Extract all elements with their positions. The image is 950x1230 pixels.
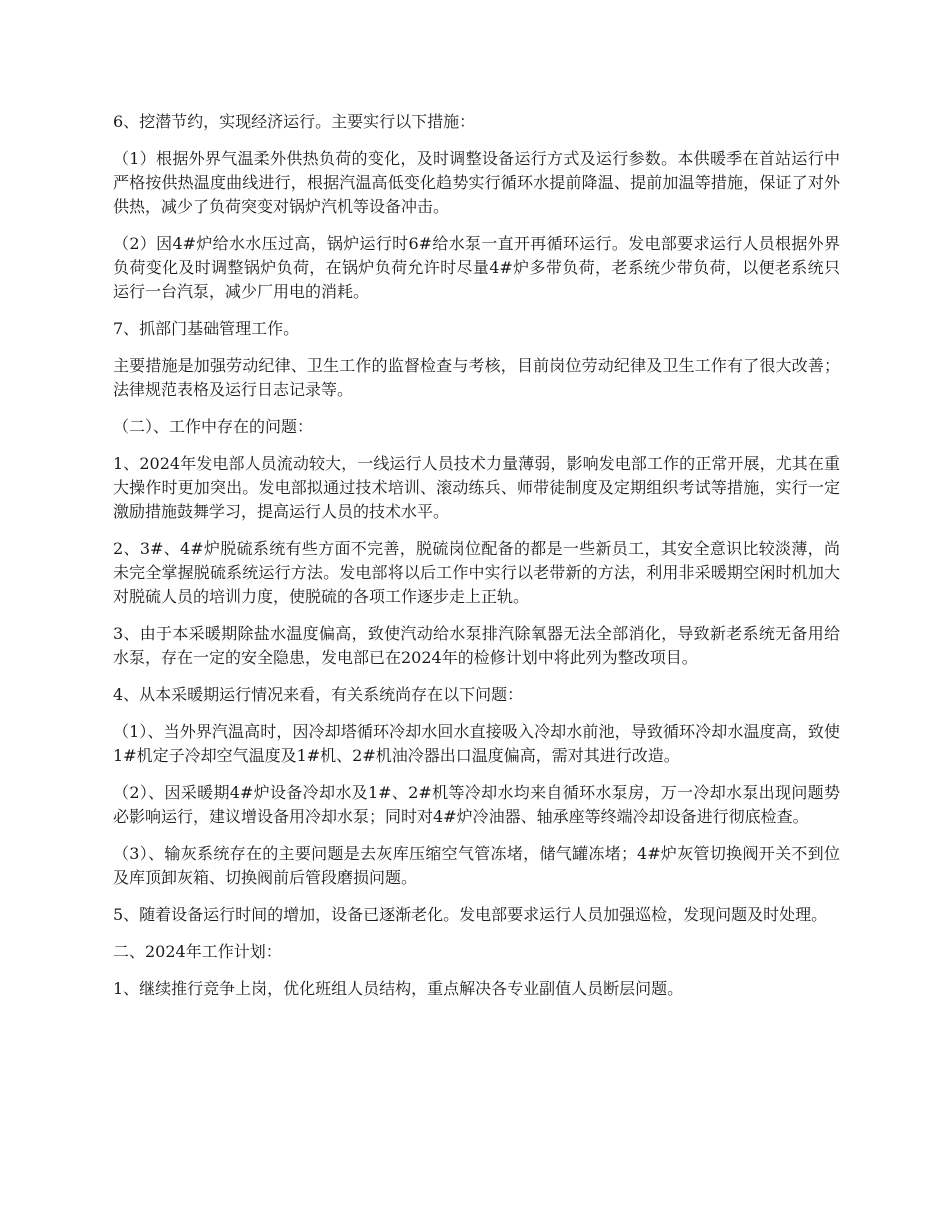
management-measures-paragraph: 主要措施是加强劳动纪律、卫生工作的监督检查与考核，目前岗位劳动纪律及卫生工作有了很大改善；法律规范表格及运行日志记录等。	[113, 356, 840, 399]
section-heading-problems: （二）、工作中存在的问题：	[113, 417, 314, 436]
problem-paragraph-5: 5、随着设备运行时间的增加，设备已逐渐老化。发电部要求运行人员加强巡检，发现问题及时处理。	[113, 905, 828, 924]
measure-paragraph-1: （1）根据外界气温柔外供热负荷的变化，及时调整设备运行方式及运行参数。本供暖季在首站运行中严格按供热温度曲线进行，根据汽温高低变化趋势实行循环水提前降温、提前加温等措施，保证了对外供热，减少了负荷突变对锅炉汽机等设备冲击。	[113, 149, 840, 216]
measure-paragraph-2: （2）因4#炉给水水压过高，锅炉运行时6#给水泵一直开再循环运行。发电部要求运行人员根据外界负荷变化及时调整锅炉负荷，在锅炉负荷允许时尽量4#炉多带负荷，老系统少带负荷，以便老系统只运行一台汽泵，减少厂用电的消耗。	[113, 234, 840, 301]
problem-paragraph-3: 3、由于本采暖期除盐水温度偏高，致使汽动给水泵排汽除氧器无法全部消化，导致新老系统无备用给水泵，存在一定的安全隐患，发电部已在2024年的检修计划中将此列为整改项目。	[113, 624, 840, 667]
work-plan-item-1: 1、继续推行竞争上岗，优化班组人员结构，重点解决各专业副值人员断层问题。	[113, 979, 684, 998]
problem-subitem-1: （1）、当外界汽温高时，因冷却塔循环冷却水回水直接吸入冷却水前池，导致循环冷却水温度高，致使1#机定子冷却空气温度及1#机、2#机油冷器出口温度偏高，需对其进行改造。	[113, 722, 840, 765]
section-heading-management: 7、抓部门基础管理工作。	[113, 319, 300, 338]
document-body	[113, 110, 840, 1014]
problem-paragraph-2: 2、3#、4#炉脱硫系统有些方面不完善，脱硫岗位配备的都是一些新员工，其安全意识比较淡薄，尚未完全掌握脱硫系统运行方法。发电部将以后工作中实行以老带新的方法，利用非采暖期空闲时机加大对脱硫人员的培训力度，使脱硫的各项工作逐步走上正轨。	[113, 539, 840, 606]
problem-paragraph-4: 4、从本采暖期运行情况来看，有关系统尚存在以下问题：	[113, 685, 524, 704]
problem-subitem-2: （2）、因采暖期4#炉设备冷却水及1#、2#机等冷却水均来自循环水泵房，万一冷却水泵出现问题势必影响运行，建议增设备用冷却水泵；同时对4#炉冷油器、轴承座等终端冷却设备进行彻底检查。	[113, 783, 840, 826]
problem-subitem-3: （3）、输灰系统存在的主要问题是去灰库压缩空气管冻堵，储气罐冻堵；4#炉灰管切换阀开关不到位及库顶卸灰箱、切换阀前后管段磨损问题。	[113, 844, 840, 887]
problem-paragraph-1: 1、2024年发电部人员流动较大，一线运行人员技术力量薄弱，影响发电部工作的正常开展，尤其在重大操作时更加突出。发电部拟通过技术培训、滚动练兵、师带徒制度及定期组织考试等措施，实行一定激励措施鼓舞学习，提高运行人员的技术水平。	[113, 454, 840, 521]
section-heading-work-plan: 二、2024年工作计划：	[113, 942, 282, 961]
section-heading-economic-operation: 6、挖潜节约，实现经济运行。主要实行以下措施：	[113, 112, 476, 131]
